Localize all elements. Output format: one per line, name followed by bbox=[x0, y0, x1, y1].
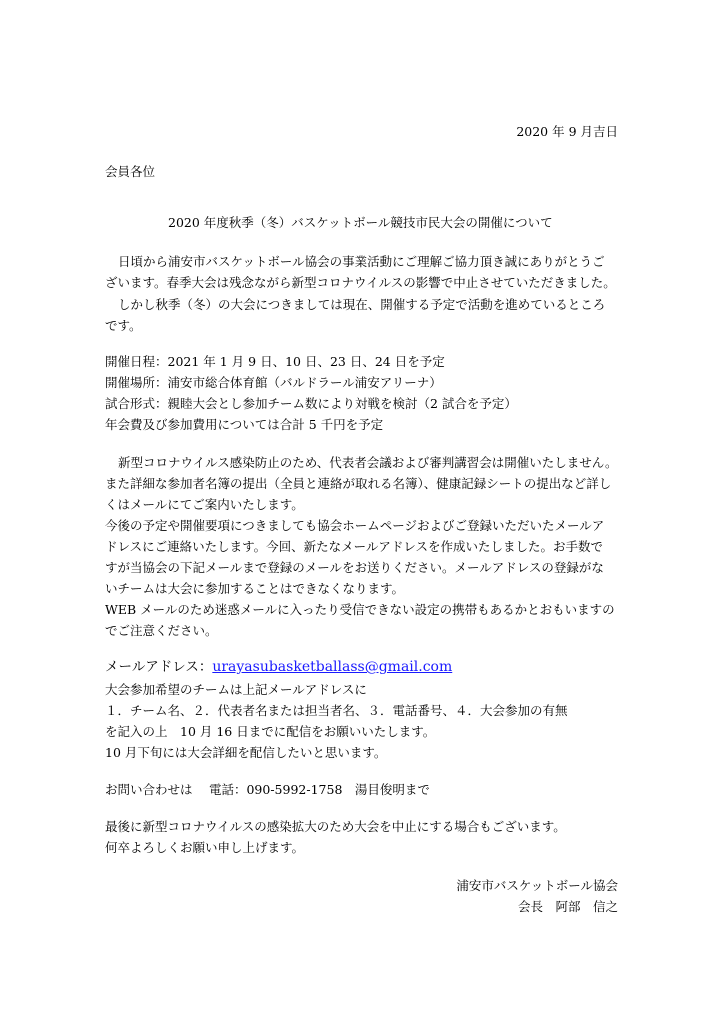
instruction-line: を記入の上 10 月 16 日までに配信をお願いいたします。 bbox=[105, 724, 436, 739]
intro-line: 日頃から浦安市バスケットボール協会の事業活動にご理解ご協力頂き誠にありがとうご bbox=[118, 254, 605, 269]
body-line: 今後の予定や開催要項につきましても協会ホームページおよびご登録いただいたメールア bbox=[105, 518, 605, 533]
email-label: メールアドレス： bbox=[105, 659, 213, 675]
email-row bbox=[105, 660, 452, 675]
body-line: WEB メールのため迷惑メールに入ったり受信できない設定の携帯もあるかとおもいますの bbox=[105, 602, 615, 617]
signature-org: 浦安市バスケットボール協会 bbox=[456, 878, 618, 893]
body-line: 新型コロナウイルス感染防止のため、代表者会議および審判講習会は開催いたしません。 bbox=[118, 455, 618, 470]
body-line: いチームは大会に参加することはできなくなります。 bbox=[105, 581, 405, 596]
contact-info: お問い合わせは 電話：090-5992-1758 湯目俊明まで bbox=[105, 782, 430, 797]
closing-line: 何卒よろしくお願い申し上げます。 bbox=[105, 840, 305, 855]
body-line: すが当協会の下記メールまで登録のメールをお送りください。メールアドレスの登録がな bbox=[105, 560, 604, 575]
body-line: ドレスにご連絡いたします。今回、新たなメールアドレスを作成いたしました。お手数で bbox=[105, 539, 604, 554]
body-line: くはメールにてご案内いたします。 bbox=[105, 497, 304, 512]
detail-venue: 開催場所：浦安市総合体育館（バルドラール浦安アリーナ） bbox=[105, 375, 442, 390]
instruction-line: １．チーム名、２．代表者名または担当者名、３．電話番号、４．大会参加の有無 bbox=[105, 703, 568, 718]
intro-line: ざいます。春季大会は残念ながら新型コロナウイルスの影響で中止させていただきました。 bbox=[105, 275, 616, 290]
email-link[interactable]: urayasubasketballass@gmail.com bbox=[212, 659, 453, 675]
instruction-line: 10 月下旬には大会詳細を配信したいと思います。 bbox=[105, 745, 387, 760]
detail-fee: 年会費及び参加費用については合計 5 千円を予定 bbox=[105, 417, 384, 432]
document-title: 2020 年度秋季（冬）バスケットボール競技市民大会の開催について bbox=[168, 215, 553, 230]
body-line: でご注意ください。 bbox=[105, 623, 218, 638]
closing-line: 最後に新型コロナウイルスの感染拡大のため大会を中止にする場合もございます。 bbox=[105, 819, 566, 834]
intro-line: しかし秋季（冬）の大会につきましては現在、開催する予定で活動を進めているところ bbox=[118, 297, 606, 312]
instruction-line: 大会参加希望のチームは上記メールアドレスに bbox=[105, 682, 367, 697]
body-line: また詳細な参加者名簿の提出（全員と連絡が取れる名簿）、健康記録シートの提出など詳し bbox=[105, 476, 612, 491]
recipient: 会員各位 bbox=[105, 164, 156, 179]
date: 2020 年 9 月吉日 bbox=[516, 124, 618, 139]
intro-line: です。 bbox=[105, 318, 142, 333]
signature-name: 会長 阿部 信之 bbox=[517, 899, 618, 914]
detail-schedule: 開催日程：2021 年 1 月 9 日、10 日、23 日、24 日を予定 bbox=[105, 354, 445, 369]
detail-format: 試合形式：親睦大会とし参加チーム数により対戦を検討（2 試合を予定） bbox=[105, 396, 517, 411]
